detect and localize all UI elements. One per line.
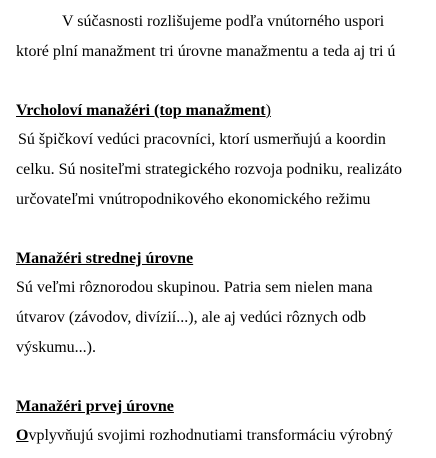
top-management-line-2: celku. Sú nositeľmi strategického rozvoja podniku, realizáto — [16, 161, 402, 178]
section-heading-top-management — [16, 101, 271, 121]
first-level-management-initial: O — [16, 427, 29, 444]
intro-line-2: ktoré plní manažment tri úrovne manažmentu a teda aj tri ú — [16, 43, 396, 60]
section-heading-first-level-management: Manažéri prvej úrovne — [16, 398, 174, 415]
intro-line-1: V súčasnosti rozlišujeme podľa vnútorného uspori — [62, 13, 385, 30]
middle-management-line-2: útvarov (závodov, divízií...), ale aj vedúci rôznych odb — [16, 309, 366, 326]
top-management-line-3: určovateľmi vnútropodnikového ekonomického režimu — [16, 191, 371, 208]
top-management-line-1: Sú špičkoví vedúci pracovníci, ktorí usmerňujú a koordin — [18, 131, 386, 148]
middle-management-line-3: výskumu...). — [16, 339, 96, 356]
section-heading-top-management-text: Vrcholoví manažéri (top manažment — [16, 102, 266, 119]
first-level-management-line-1 — [16, 426, 393, 446]
first-level-management-line-1-text: vplyvňujú svojimi rozhodnutiami transformáciu výrobný — [28, 427, 393, 444]
section-heading-middle-management: Manažéri strednej úrovne — [16, 250, 194, 267]
middle-management-line-1: Sú veľmi rôznorodou skupinou. Patria sem nielen mana — [16, 279, 373, 296]
section-heading-top-management-tail: ) — [265, 102, 271, 119]
